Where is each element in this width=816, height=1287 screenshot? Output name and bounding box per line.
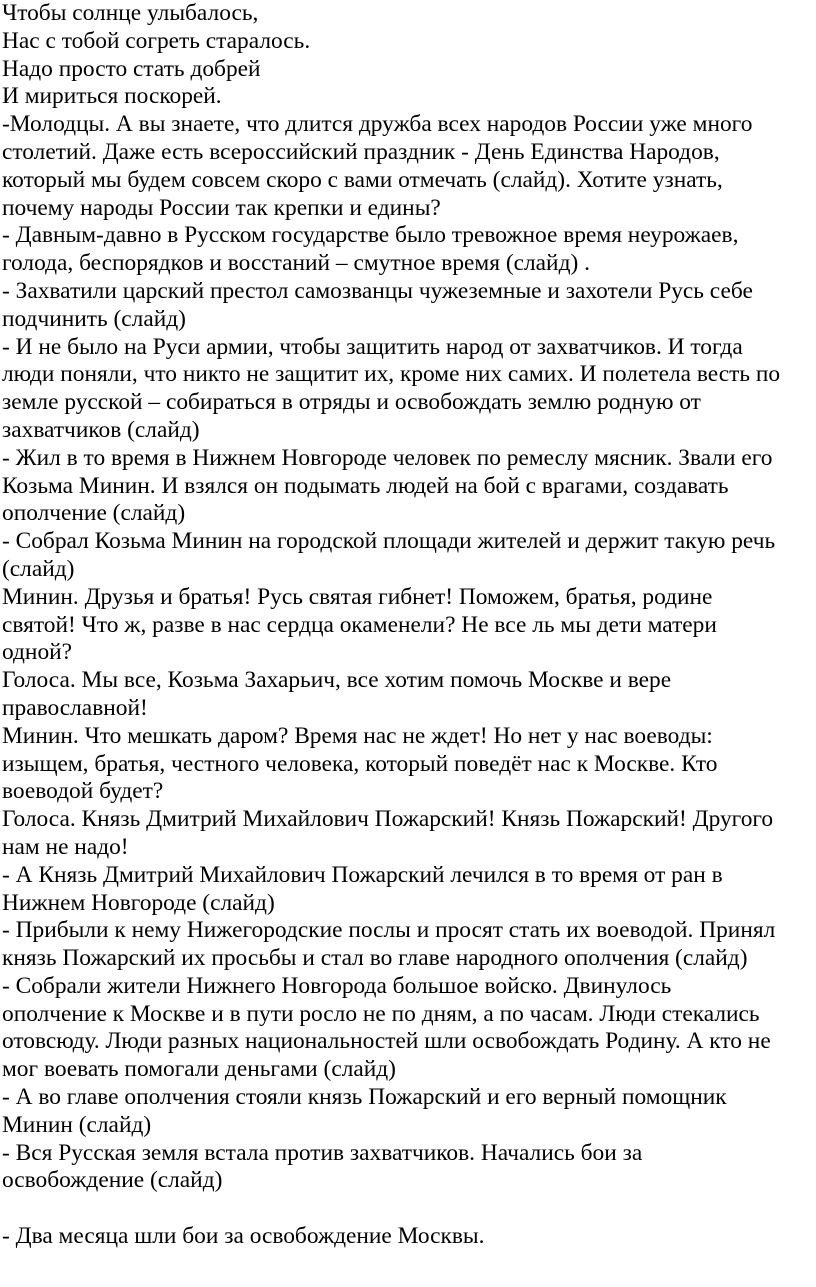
text-line: - И не было на Руси армии, чтобы защитить народ от захватчиков. И тогда [2,333,743,360]
poem-line: И мириться поскорей. [2,83,222,110]
text-line: нам не надо! [2,833,129,860]
poem-line: Нас с тобой согреть старалось. [2,27,311,54]
text-line: земле русской – собираться в отряды и освобождать землю родную от [2,389,701,416]
text-line: ополчение (слайд) [2,500,186,527]
text-line: Минин. Друзья и братья! Русь святая гибнет! Поможем, братья, родине [2,583,713,610]
text-line: Голоса. Мы все, Козьма Захарьич, все хотим помочь Москве и вере [2,667,672,694]
text-line: (слайд) [2,555,75,582]
narrative-block [2,111,812,1195]
poem-block [2,0,812,111]
text-line: Нижнем Новгороде (слайд) [2,889,275,916]
text-line: Голоса. Князь Дмитрий Михайлович Пожарский! Князь Пожарский! Другого [2,806,774,833]
text-line: православной! [2,694,148,721]
text-line: который мы будем совсем скоро с вами отмечать (слайд). Хотите узнать, [2,166,723,193]
text-line: изыщем, братья, честного человека, который поведёт нас к Москве. Кто [2,750,718,777]
text-line: Козьма Минин. И взялся он подымать людей на бой с врагами, создавать [2,472,729,499]
text-line: голода, беспорядков и восстаний – смутное время (слайд) . [2,250,590,277]
text-line: Минин. Что мешкать даром? Время нас не ждет! Но нет у нас воеводы: [2,722,713,749]
poem-line: Надо просто стать добрей [2,55,261,82]
text-line: подчинить (слайд) [2,305,186,332]
text-line: - Собрали жители Нижнего Новгорода большое войско. Двинулось [2,972,672,999]
text-line: - Два месяца шли бои за освобождение Москвы. [2,1223,485,1250]
text-line: - А Князь Дмитрий Михайлович Пожарский лечился в то время от ран в [2,861,723,888]
poem-line: Чтобы солнце улыбалось, [2,0,259,26]
text-line: ополчение к Москве и в пути росло не по дням, а по часам. Люди стекались [2,1000,760,1027]
text-line: захватчиков (слайд) [2,416,200,443]
text-line: - Давным-давно в Русском государстве было тревожное время неурожаев, [2,222,739,249]
text-line: - Жил в то время в Нижнем Новгороде человек по ремеслу мясник. Звали его [2,444,773,471]
text-line: почему народы России так крепки и едины? [2,194,441,221]
blank-line [2,1195,812,1223]
text-line: освобождение (слайд) [2,1167,223,1194]
text-line: Минин (слайд) [2,1111,152,1138]
closing-block [2,1223,812,1251]
document-page [2,0,812,1251]
text-line: - Собрал Козьма Минин на городской площади жителей и держит такую речь [2,528,776,555]
text-line: - Прибыли к нему Нижегородские послы и просят стать их воеводой. Принял [2,917,776,944]
text-line: столетий. Даже есть всероссийский праздник - День Единства Народов, [2,138,720,165]
text-line: - А во главе ополчения стояли князь Пожарский и его верный помощник [2,1084,727,1111]
text-line: люди поняли, что никто не защитит их, кроме них самих. И полетела весть по [2,361,781,388]
text-line: одной? [2,639,73,666]
text-line: святой! Что ж, разве в нас сердца окаменели? Не все ль мы дети матери [2,611,717,638]
text-line: -Молодцы. А вы знаете, что длится дружба всех народов России уже много [2,111,753,138]
text-line: - Захватили царский престол самозванцы чужеземные и захотели Русь себе [2,277,753,304]
text-line: - Вся Русская земля встала против захватчиков. Начались бои за [2,1139,643,1166]
text-line: мог воевать помогали деньгами (слайд) [2,1056,396,1083]
text-line: воеводой будет? [2,778,164,805]
text-line: отовсюду. Люди разных национальностей шли освобождать Родину. А кто не [2,1028,771,1055]
text-line: князь Пожарский их просьбы и стал во главе народного ополчения (слайд) [2,945,748,972]
